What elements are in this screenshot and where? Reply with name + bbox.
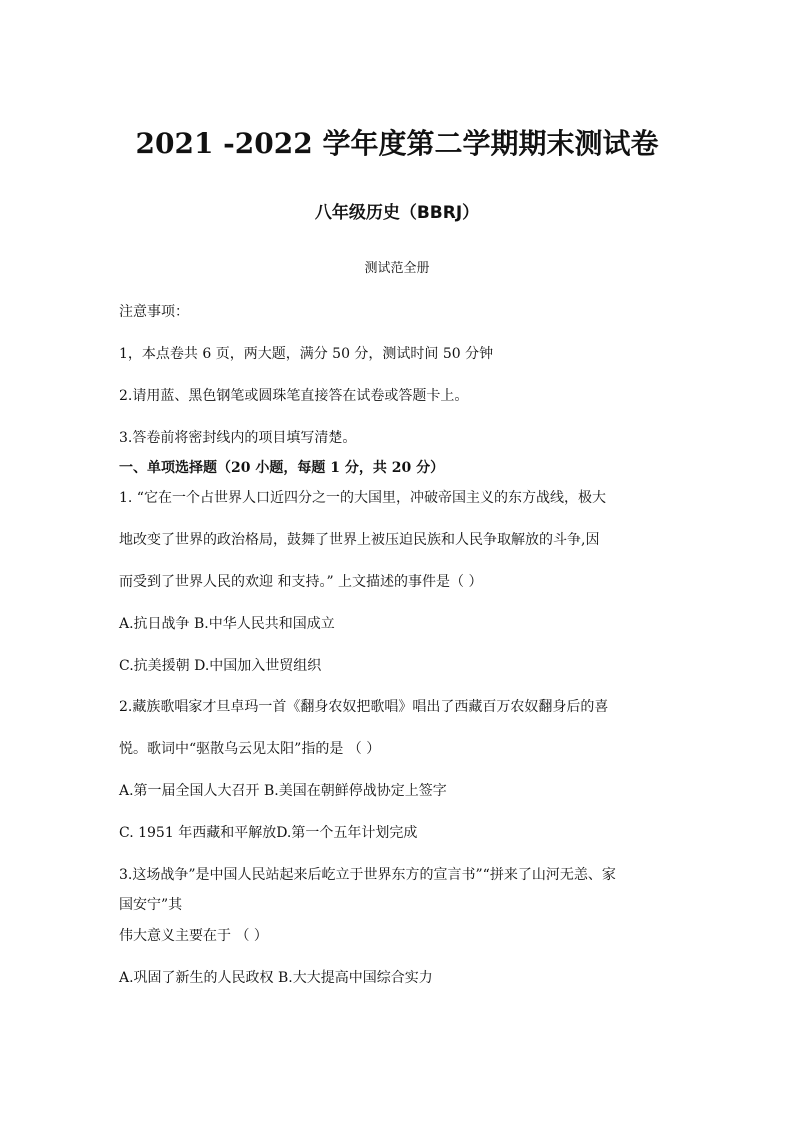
question-1-line: 地改变了世界的政治格局，鼓舞了世界上被压迫民族和人民争取解放的斗争,因	[119, 532, 600, 548]
notes-heading: 注意事项：	[119, 304, 189, 320]
question-1-options: C.抗美援朝 D.中国加入世贸组织	[119, 658, 322, 674]
question-3-line: 3.这场战争”是中国人民站起来后屹立于世界东方的宣言书”“拼来了山河无恙、家	[119, 867, 616, 883]
question-2-line: 2.藏族歌唱家才旦卓玛一首《翻身农奴把歌唱》唱出了西藏百万农奴翻身后的喜	[119, 699, 609, 715]
question-2-options: A.第一届全国人大召开 B.美国在朝鲜停战协定上签字	[119, 783, 447, 799]
question-1-line: 1. “它在一个占世界人口近四分之一的大国里，冲破帝国主义的东方战线，极大	[119, 490, 606, 506]
question-2-line: 悦。歌词中“驱散乌云见太阳”指的是 （ ）	[119, 741, 381, 757]
question-1-line: 而受到了世界人民的欢迎 和支持。” 上文描述的事件是（ ）	[119, 574, 483, 590]
question-2-options: C. 1951 年西藏和平解放D.第一个五年计划完成	[119, 825, 418, 841]
section-heading: 一、单项选择题（20 小题，每题 1 分，共 20 分）	[119, 460, 445, 476]
note-item: 1，本点卷共 6 页，两大题，满分 50 分，测试时间 50 分钟	[119, 346, 494, 362]
note-item: 3.答卷前将密封线内的项目填写清楚。	[119, 430, 357, 446]
test-scope: 测试范全册	[364, 261, 430, 276]
page-subtitle: 八年级历史（BBRJ）	[314, 203, 480, 223]
question-3-line: 国安宁”其	[119, 897, 183, 913]
question-1-options: A.抗日战争 B.中华人民共和国成立	[119, 616, 335, 632]
question-3-options: A.巩固了新生的人民政权 B.大大提高中国综合实力	[119, 970, 433, 986]
question-3-line: 伟大意义主要在于 （ ）	[119, 928, 268, 944]
note-item: 2.请用蓝、黑色钢笔或圆珠笔直接答在试卷或答题卡上。	[119, 388, 469, 404]
page-title: 2021 -2022 学年度第二学期期末测试卷	[135, 127, 659, 160]
